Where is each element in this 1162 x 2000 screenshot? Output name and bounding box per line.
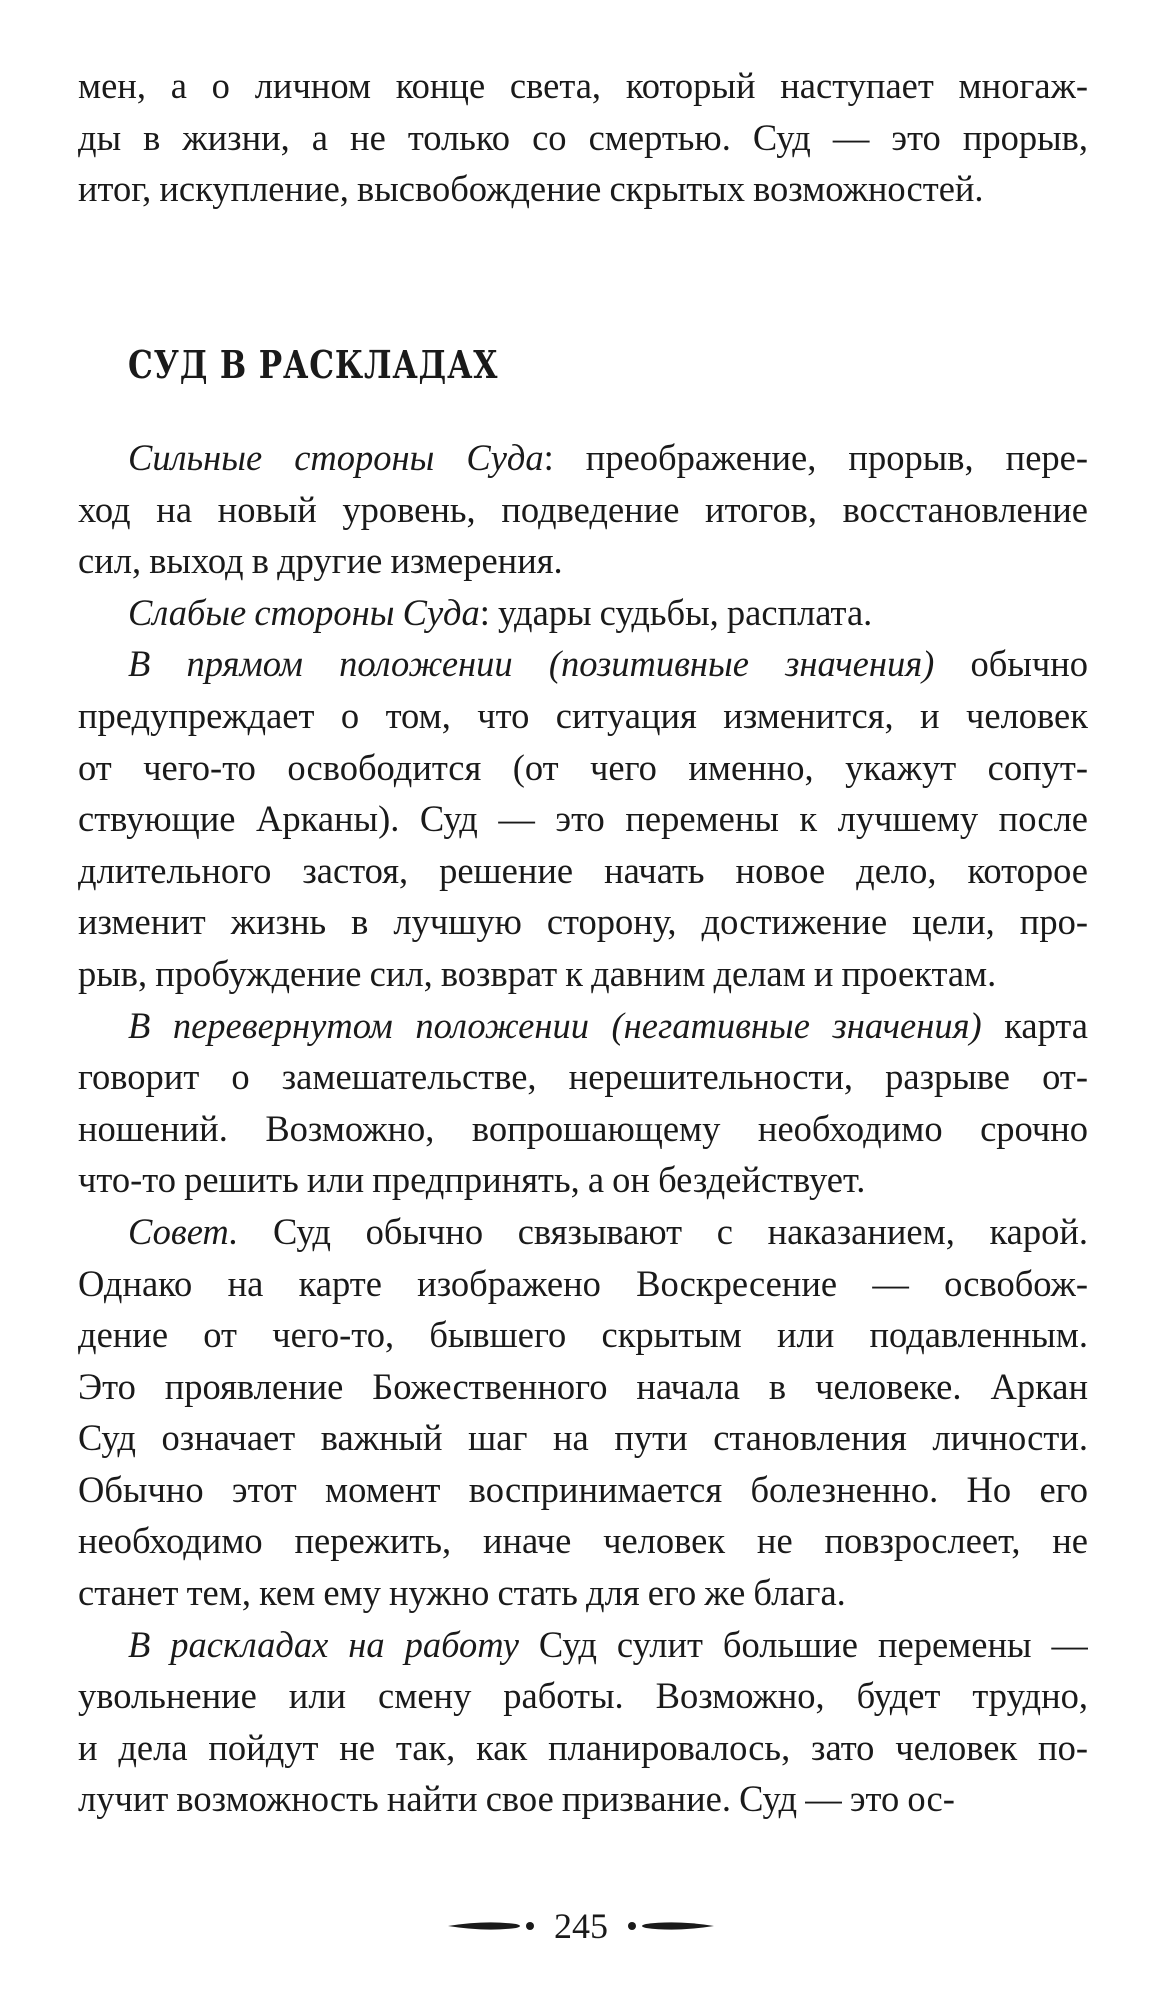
text-line [78,1567,1088,1619]
ornament-left-icon [446,1916,538,1936]
line-text: : преображение, прорыв, пере- [543,437,1088,478]
line-text: ношений. Возможно, вопрошающему необходимо срочно [78,1107,1088,1149]
paragraph [78,1206,1088,1619]
emphasis: Слабые стороны Суда [128,591,480,633]
paragraph [78,432,1088,587]
section-heading: СУД В РАСКЛАДАХ [128,342,499,387]
text-line [78,638,1088,690]
line-text: Суд сулит большие перемены — [518,1623,1088,1665]
text-line [78,1309,1088,1361]
text-line [78,1515,1088,1567]
line-text: от чего-то освободится (от чего именно, укажут сопут- [78,746,1088,788]
emphasis: Совет. [128,1210,239,1252]
line-text: необходимо пережить, иначе человек не повзрослеет, не [78,1520,1088,1562]
paragraph [78,1619,1088,1825]
line-text: Суд означает важный шаг на пути становления личности. [78,1417,1088,1459]
text-line [78,1412,1088,1464]
text-line: ды в жизни, а не только со смертью. Суд — это прорыв, [78,116,1088,158]
emphasis: В раскладах на работу [128,1623,519,1665]
line-text: что-то решить или предпринять, а он бездействует. [78,1159,866,1201]
text-line [78,948,1088,1000]
line-text: увольнение или смену работы. Возможно, будет трудно, [78,1675,1088,1717]
text-line [78,1722,1088,1774]
text-line [78,690,1088,742]
text-line [78,1361,1088,1413]
line-text: : удары судьбы, расплата. [479,591,873,633]
text-line [78,1619,1088,1671]
emphasis: В перевернутом положении (негативные значения) [128,1004,982,1046]
text-line [78,1154,1088,1206]
text-line [78,1258,1088,1310]
line-text: сил, выход в другие измерения. [78,540,563,582]
line-text: Это проявление Божественного начала в человеке. Аркан [78,1365,1088,1407]
intro-text [78,60,1088,215]
text-line [78,587,1088,639]
emphasis: В прямом положении (позитивные значения) [128,643,935,685]
ornament-right-icon [624,1916,716,1936]
line-text: ствующие Арканы). Суд — это перемены к лучшему после [78,798,1088,840]
line-text: Суд обычно связывают с наказанием, карой. [238,1210,1088,1252]
line-text: Обычно этот момент воспринимается болезненно. Но его [78,1468,1088,1510]
paragraph [78,1000,1088,1206]
paragraph [78,587,1088,639]
line-text: ход на новый уровень, подведение итогов, восстановление [78,488,1088,530]
line-text: и дела пойдут не так, как планировалось, зато человек по- [78,1726,1088,1768]
line-text: дение от чего-то, бывшего скрытым или подавленным. [78,1314,1088,1356]
emphasis: Сильные стороны Суда [128,437,544,478]
line-text: карта [981,1004,1088,1046]
text-line [78,1000,1088,1052]
line-text: станет тем, кем ему нужно стать для его же блага. [78,1572,846,1614]
text-line [78,484,1088,536]
line-text: изменит жизнь в лучшую сторону, достижение цели, про- [78,901,1088,943]
text-line [78,742,1088,794]
text-line [78,845,1088,897]
text-line [78,1103,1088,1155]
text-line [78,1773,1088,1825]
line-text: Однако на карте изображено Воскресение — освобож- [78,1262,1088,1304]
paragraph [78,638,1088,999]
text-line [78,1051,1088,1103]
line-text: предупреждает о том, что ситуация изменится, и человек [78,694,1088,736]
line-text: обычно [934,643,1088,685]
text-line [78,793,1088,845]
page-number: 245 [554,1906,608,1946]
text-line [78,535,1088,587]
text-line [78,896,1088,948]
text-line [78,432,1088,484]
line-text: говорит о замешательстве, нерешительности, разрыве от- [78,1056,1088,1098]
body-text [78,432,1088,1825]
page-footer [0,1904,1162,1948]
text-line [78,1670,1088,1722]
line-text: длительного застоя, решение начать новое дело, которое [78,849,1088,891]
text-line: мен, а о личном конце света, который наступает многаж- [78,65,1088,106]
line-text: рыв, пробуждение сил, возврат к давним делам и проектам. [78,952,997,994]
text-line [78,1206,1088,1258]
text-line [78,1464,1088,1516]
text-line: итог, искупление, высвобождение скрытых возможностей. [78,168,984,210]
line-text: лучит возможность найти свое призвание. Суд — это ос- [78,1778,955,1820]
